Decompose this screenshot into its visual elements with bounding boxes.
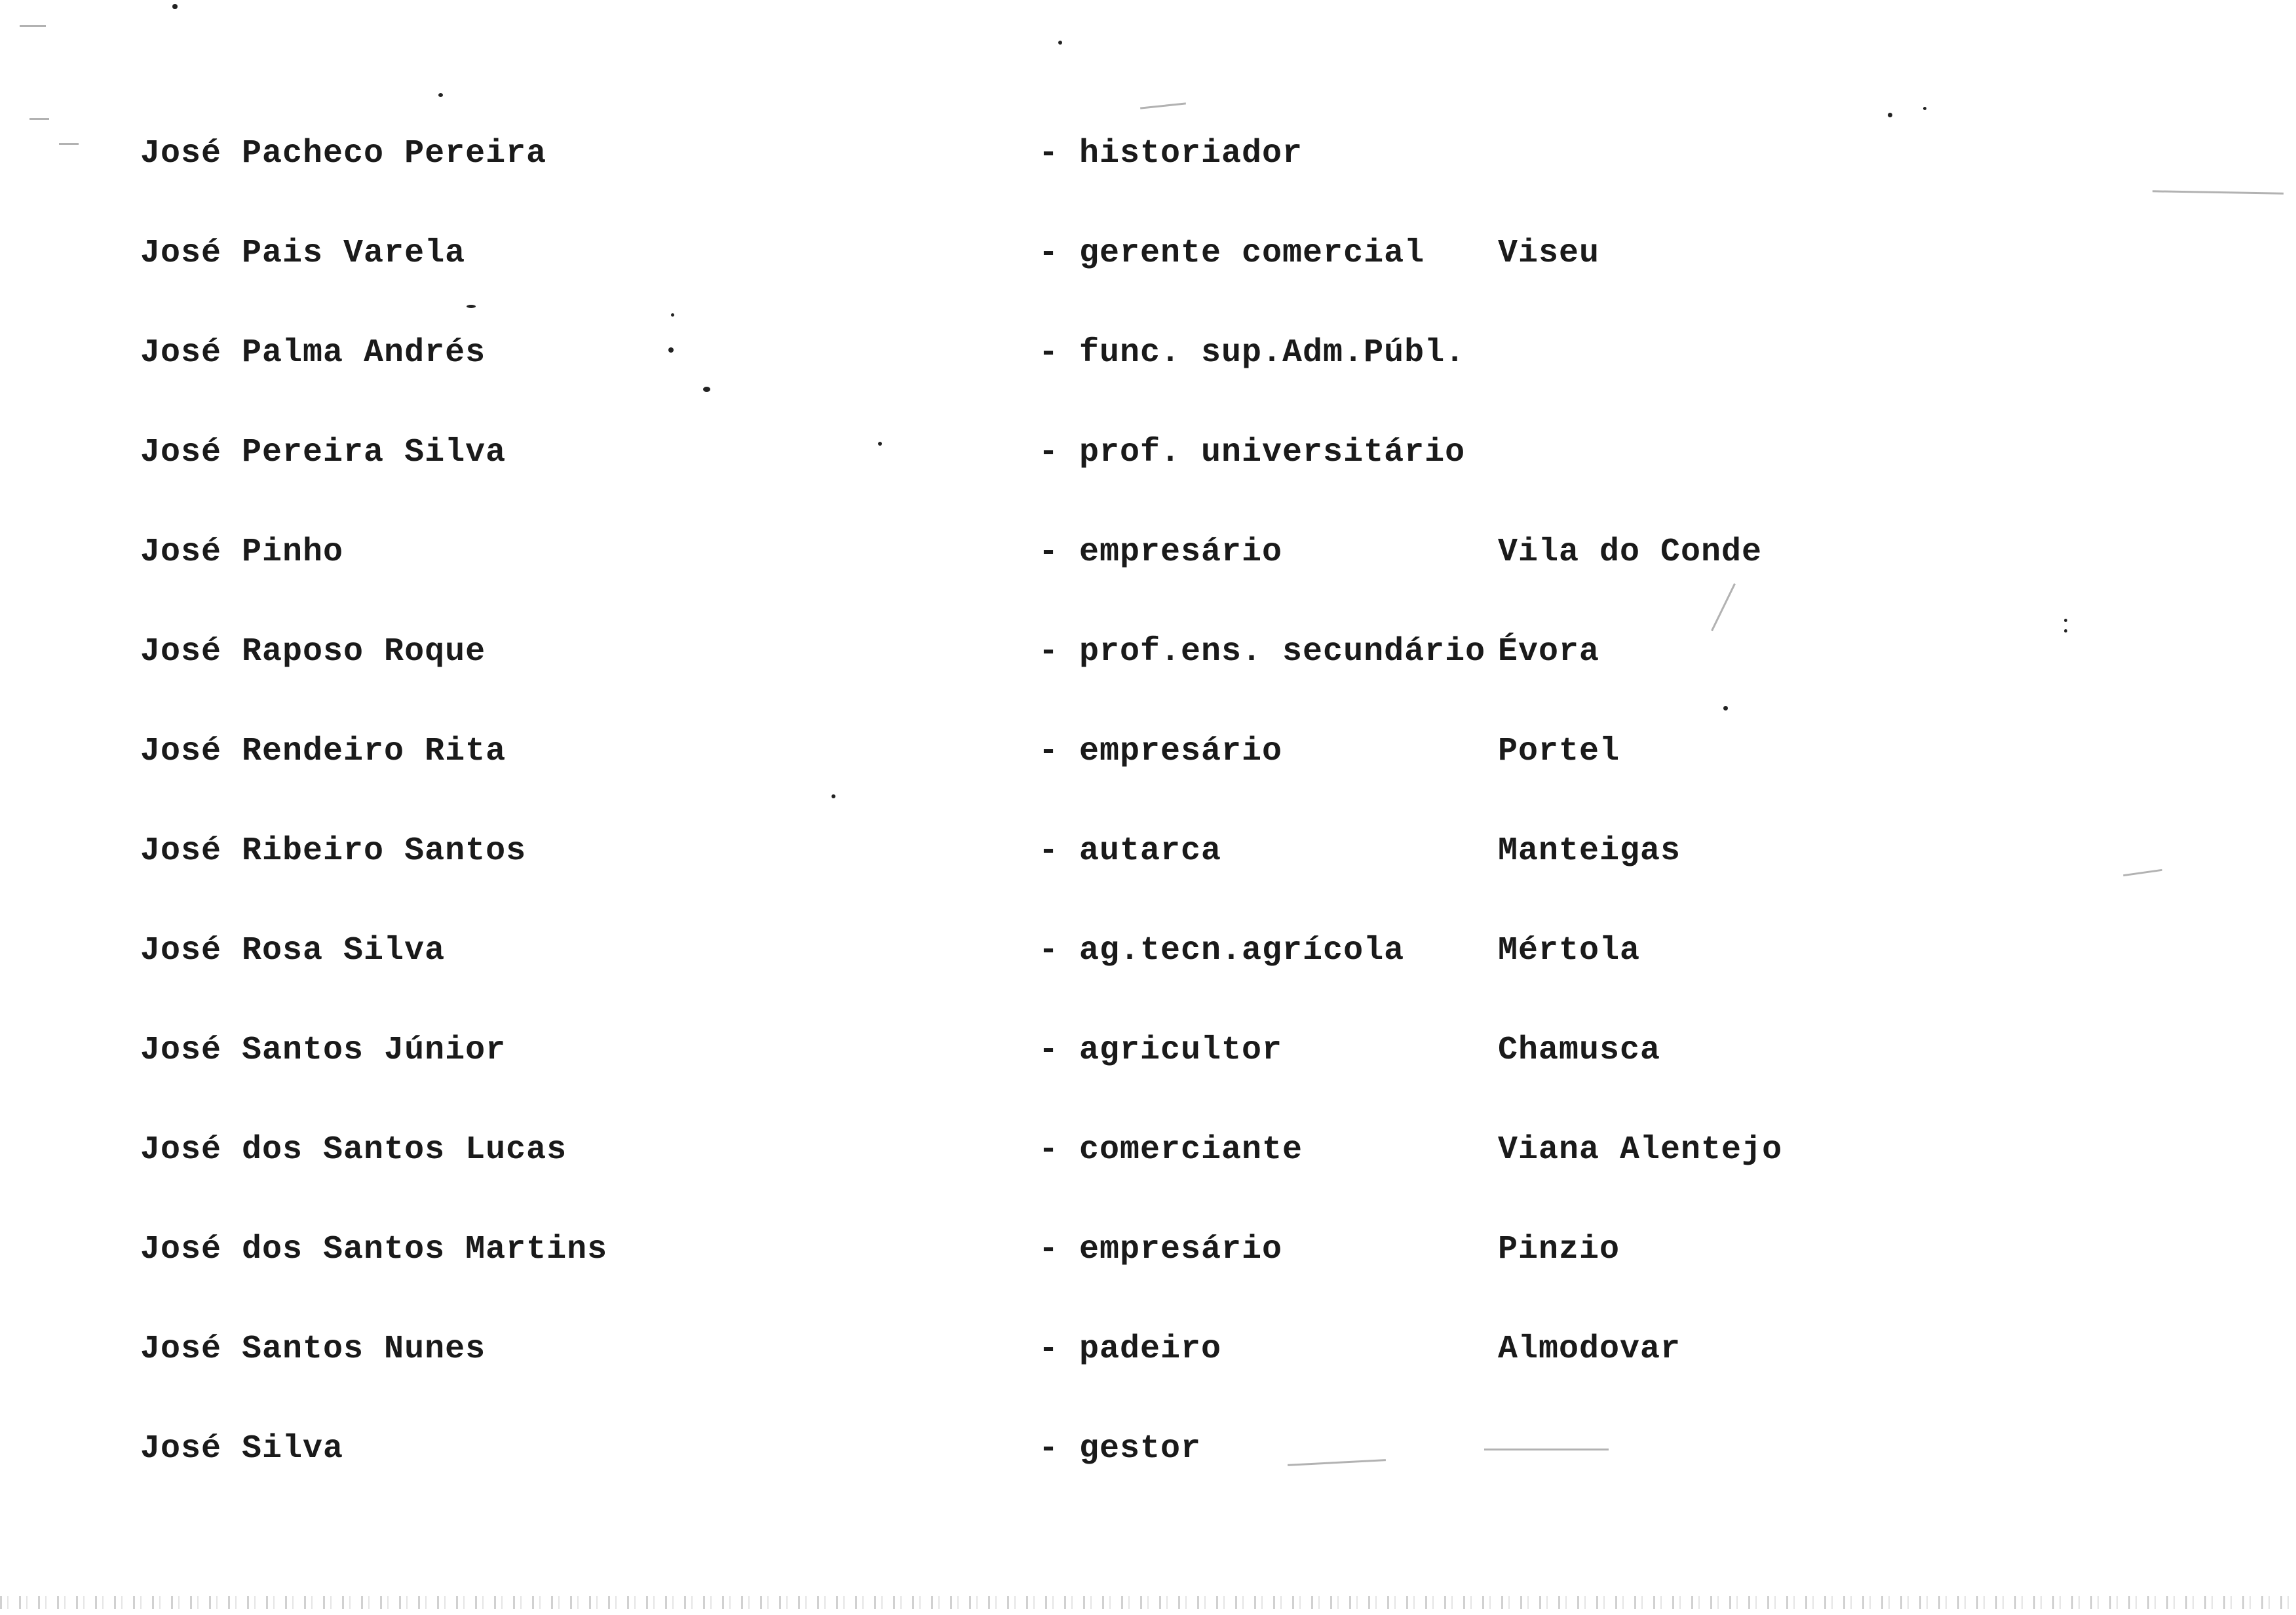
location: Almodovar <box>1498 1331 1681 1368</box>
scan-line <box>1140 102 1186 109</box>
person-name: José Pereira Silva <box>140 434 507 471</box>
person-name: José Pinho <box>140 534 344 571</box>
scan-speck <box>832 794 835 798</box>
list-item <box>0 1416 2296 1495</box>
location: Mértola <box>1498 932 1641 969</box>
separator-dash: - <box>1039 135 1060 172</box>
person-name: José Ribeiro Santos <box>140 832 527 870</box>
list-item <box>0 1118 2296 1196</box>
person-name: José Palma Andrés <box>140 334 486 372</box>
scan-speck <box>878 442 882 446</box>
separator-dash: - <box>1039 733 1060 770</box>
person-name: José Santos Nunes <box>140 1331 486 1368</box>
scan-speck <box>668 347 674 353</box>
scan-speck <box>2064 619 2067 622</box>
occupation: empresário <box>1079 1231 1283 1268</box>
scan-speck <box>1723 706 1728 710</box>
list-item <box>0 1317 2296 1395</box>
scan-speck <box>1923 107 1926 110</box>
scan-speck <box>1888 113 1892 117</box>
location: Chamusca <box>1498 1032 1661 1069</box>
person-name: José Rendeiro Rita <box>140 733 507 770</box>
scan-line <box>59 143 79 145</box>
occupation: historiador <box>1079 135 1303 172</box>
person-name: José Pais Varela <box>140 235 466 272</box>
scan-edge-noise <box>0 1596 2296 1609</box>
scan-speck <box>671 313 674 317</box>
separator-dash: - <box>1039 1430 1060 1468</box>
list-item <box>0 221 2296 300</box>
scan-speck <box>172 4 178 9</box>
list-item <box>0 520 2296 598</box>
occupation: gestor <box>1079 1430 1202 1468</box>
scan-line <box>29 118 49 120</box>
separator-dash: - <box>1039 932 1060 969</box>
separator-dash: - <box>1039 434 1060 471</box>
list-item <box>0 619 2296 698</box>
occupation: empresário <box>1079 733 1283 770</box>
list-item <box>0 819 2296 897</box>
person-name: José dos Santos Martins <box>140 1231 608 1268</box>
list-item <box>0 1217 2296 1296</box>
person-name: José Raposo Roque <box>140 633 486 671</box>
person-name: José dos Santos Lucas <box>140 1131 567 1169</box>
occupation: prof.ens. secundário <box>1079 633 1486 671</box>
list-item <box>0 321 2296 399</box>
person-name: José Santos Júnior <box>140 1032 507 1069</box>
separator-dash: - <box>1039 1231 1060 1268</box>
separator-dash: - <box>1039 1331 1060 1368</box>
scan-line <box>20 25 46 27</box>
occupation: empresário <box>1079 534 1283 571</box>
scan-speck <box>438 93 443 97</box>
list-item <box>0 420 2296 499</box>
list-item <box>0 719 2296 798</box>
person-name: José Silva <box>140 1430 344 1468</box>
occupation: func. sup.Adm.Públ. <box>1079 334 1466 372</box>
occupation: agricultor <box>1079 1032 1283 1069</box>
location: Pinzio <box>1498 1231 1620 1268</box>
scan-speck <box>467 305 476 308</box>
separator-dash: - <box>1039 1032 1060 1069</box>
person-name: José Rosa Silva <box>140 932 446 969</box>
location: Viseu <box>1498 235 1600 272</box>
scan-speck <box>1058 41 1062 45</box>
separator-dash: - <box>1039 1131 1060 1169</box>
location: Manteigas <box>1498 832 1681 870</box>
list-item <box>0 1018 2296 1097</box>
person-name: José Pacheco Pereira <box>140 135 547 172</box>
scan-speck <box>2064 629 2067 632</box>
occupation: prof. universitário <box>1079 434 1466 471</box>
separator-dash: - <box>1039 334 1060 372</box>
list-item <box>0 121 2296 200</box>
separator-dash: - <box>1039 534 1060 571</box>
scan-speck <box>703 387 710 392</box>
separator-dash: - <box>1039 235 1060 272</box>
scan-line <box>1484 1449 1609 1450</box>
occupation: autarca <box>1079 832 1222 870</box>
list-item <box>0 918 2296 997</box>
occupation: ag.tecn.agrícola <box>1079 932 1405 969</box>
location: Évora <box>1498 633 1600 671</box>
occupation: padeiro <box>1079 1331 1222 1368</box>
separator-dash: - <box>1039 832 1060 870</box>
location: Vila do Conde <box>1498 534 1763 571</box>
occupation: comerciante <box>1079 1131 1303 1169</box>
location: Viana Alentejo <box>1498 1131 1783 1169</box>
separator-dash: - <box>1039 633 1060 671</box>
location: Portel <box>1498 733 1620 770</box>
occupation: gerente comercial <box>1079 235 1425 272</box>
